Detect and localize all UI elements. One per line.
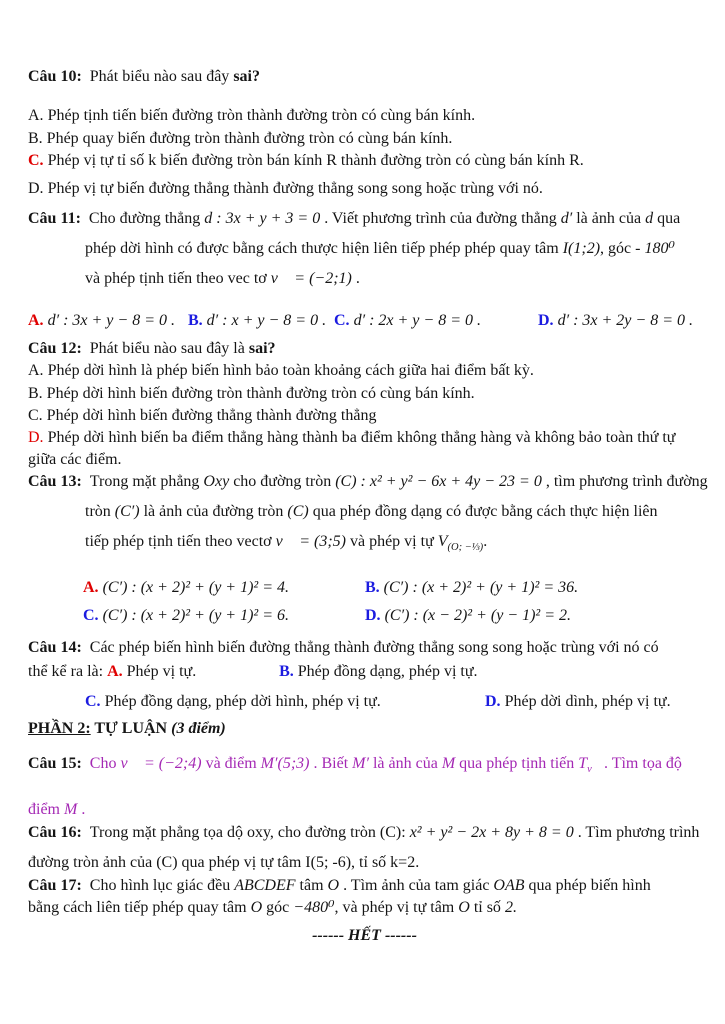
text-segment: .: [351, 270, 360, 287]
translation-symbol: T: [578, 755, 588, 773]
part-2-heading: [28, 718, 701, 740]
math-segment: 180⁰: [644, 240, 675, 257]
math-segment: d′: [560, 210, 573, 227]
part-2-points: (3 điểm): [171, 720, 226, 738]
answer-letter: C.: [85, 693, 101, 711]
text-segment: cho đường tròn: [229, 473, 336, 490]
question-12-option-c: [28, 405, 701, 427]
math-segment: −480⁰: [293, 899, 335, 917]
translation-subscript: v⃗: [587, 764, 600, 776]
text-segment: đường tròn ảnh của (C) qua phép vị tự tâm I(5; -6), tỉ số k=2.: [28, 854, 420, 872]
question-11-answer-d: [538, 310, 693, 332]
question-13: [28, 471, 708, 627]
math-segment: d : 3x + y + 3 = 0: [204, 210, 321, 227]
option-letter: B.: [28, 385, 43, 402]
option-letter: D.: [28, 180, 44, 197]
question-13-label: Câu 13:: [28, 473, 82, 490]
text-segment: và phép vị tự: [345, 533, 438, 550]
question-14-line-2: [28, 661, 701, 683]
question-12-heading: [28, 338, 701, 360]
answer-letter-correct: A.: [83, 579, 99, 597]
question-13-line-2: [28, 501, 701, 523]
question-12-text: Phát biểu nào sau đây là: [89, 340, 249, 357]
question-10-label: Câu 10:: [28, 68, 82, 85]
question-16-label: Câu 16:: [28, 824, 82, 842]
text-segment: . Tìm tọa độ: [600, 755, 682, 773]
question-11-line-3: [28, 268, 701, 290]
option-text: Phép dời hình biến đường thẳng thành đường thẳng: [42, 407, 377, 424]
question-15-label: Câu 15:: [28, 755, 82, 773]
question-14-answer-a: [107, 661, 279, 683]
math-segment: x² + y² − 2x + 8y + 8 = 0: [409, 824, 574, 842]
question-16: [28, 822, 701, 874]
question-12-option-d: [28, 427, 701, 471]
text-segment: góc: [262, 899, 294, 917]
text-segment: , tìm phương trình đường: [541, 473, 708, 490]
question-11-answer-a: [28, 310, 188, 332]
question-14-label: Câu 14:: [28, 639, 82, 657]
text-segment: tỉ số: [469, 899, 505, 917]
question-11-answer-c: [334, 310, 538, 332]
question-14-line-3: [28, 691, 701, 713]
question-15-line-1: [28, 753, 701, 781]
question-12-option-b: [28, 383, 701, 405]
answer-text: Phép vị tự.: [122, 663, 197, 681]
math-segment: 2.: [504, 899, 517, 917]
text-segment: Cho đường thẳng: [88, 210, 205, 227]
text-segment: qua phép tịnh tiến: [455, 755, 579, 773]
answer-formula: d′ : 3x + 2y − 8 = 0 .: [557, 312, 693, 329]
text-segment: Cho hình lục giác đều: [89, 877, 235, 895]
question-11-answer-b: [188, 310, 334, 332]
answer-letter: D.: [485, 693, 501, 711]
answer-formula: d′ : x + y − 8 = 0 .: [206, 312, 327, 329]
option-letter-correct: D.: [28, 429, 44, 446]
text-segment: . Tìm ảnh của tam giác: [339, 877, 494, 895]
question-10-text: Phát biểu nào sau đây: [89, 68, 234, 85]
end-marker: ------ HẾT ------: [312, 927, 417, 945]
math-segment: M′(5;3): [260, 755, 310, 773]
question-11-answers: [28, 310, 701, 332]
question-14-answer-b: [279, 663, 477, 680]
answer-letter-correct: A.: [28, 312, 44, 329]
text-segment: Cho: [89, 755, 121, 773]
question-14-text: Các phép biến hình biến đường thẳng thành đường thẳng song song hoặc trùng với nó có: [89, 639, 659, 657]
text-segment: .: [77, 801, 86, 819]
question-17-line-2: [28, 897, 701, 919]
math-segment: Oxy: [203, 473, 230, 490]
question-13-line-3: [28, 531, 701, 559]
math-segment: O: [458, 899, 470, 917]
text-segment: qua: [653, 210, 681, 227]
question-10-option-b: [28, 128, 701, 150]
option-letter: B.: [28, 130, 43, 147]
text-segment: tròn: [85, 503, 115, 520]
question-10-option-d: [28, 178, 701, 200]
question-14-line-1: [28, 637, 701, 659]
question-11: [28, 208, 701, 332]
text-segment: , góc -: [600, 240, 645, 257]
text-segment: .: [483, 533, 488, 550]
question-16-line-2: [28, 852, 701, 874]
question-12-keyword: sai?: [248, 340, 276, 357]
math-segment: M: [64, 801, 78, 819]
question-12: [28, 338, 701, 471]
answer-text: Phép dời dình, phép vị tự.: [500, 693, 671, 711]
question-14: [28, 637, 701, 713]
text-segment: phép dời hình có được bằng cách thược hiện liên tiếp phép phép quay tâm: [85, 240, 563, 257]
answer-text: Phép đồng dạng, phép dời hình, phép vị tự.: [100, 693, 381, 711]
question-11-label: Câu 11:: [28, 210, 81, 227]
math-segment: (C): [287, 503, 309, 520]
text-segment: điểm: [28, 801, 64, 819]
answer-formula: d′ : 3x + y − 8 = 0 .: [47, 312, 175, 329]
text-segment: Trong mặt phẳng tọa dộ oxy, cho đường tròn (C):: [89, 824, 410, 842]
answer-letter: D.: [365, 607, 381, 625]
text-segment: . Biết: [309, 755, 353, 773]
option-text: Phép dời hình là phép biến hình bảo toàn khoảng cách giữa hai điểm bất kỳ.: [43, 362, 534, 379]
homothety-subscript: (O; −⅓): [447, 542, 484, 554]
part-2-title: TỰ LUẬN: [90, 720, 172, 738]
question-10-keyword: sai?: [233, 68, 260, 85]
question-13-line-1: [28, 471, 708, 493]
text-segment: là ảnh của: [572, 210, 646, 227]
question-11-line-1: [28, 208, 701, 230]
answer-letter: B.: [365, 579, 380, 597]
question-15-body-cont: [28, 801, 85, 818]
math-segment: M: [441, 755, 456, 773]
answer-letter: C.: [83, 607, 99, 625]
option-text: Phép vị tự biến đường thẳng thành đường thẳng song song hoặc trùng với nó.: [43, 180, 543, 197]
question-16-line-1: [28, 822, 701, 844]
text-segment: tiếp phép tịnh tiến theo vectơ: [85, 533, 276, 550]
text-segment: thể kể ra là:: [28, 663, 108, 681]
answer-letter: C.: [334, 312, 350, 329]
question-11-line-2: [28, 238, 701, 260]
question-15-body: [89, 755, 682, 776]
text-segment: là ảnh của: [368, 755, 442, 773]
answer-letter: B.: [279, 663, 294, 681]
answer-formula: d′ : 2x + y − 8 = 0 .: [353, 312, 481, 329]
answer-letter: D.: [538, 312, 554, 329]
part-2-number: PHẦN 2:: [28, 720, 91, 738]
question-10-option-c: [28, 150, 701, 172]
text-segment: , và phép vị tự tâm: [334, 899, 459, 917]
question-13-answer-a: [83, 577, 365, 599]
option-letter-correct: C.: [28, 152, 44, 169]
text-segment: và điểm: [201, 755, 261, 773]
question-17: [28, 875, 701, 919]
homothety-symbol: V: [437, 533, 448, 550]
math-segment: I(1;2): [562, 240, 601, 257]
option-text: Phép vị tự tỉ số k biến đường tròn bán kính R thành đường tròn có cùng bán kính R.: [43, 152, 584, 169]
question-13-answer-d: [365, 605, 701, 627]
question-13-answers: [28, 577, 701, 627]
answer-letter: B.: [188, 312, 203, 329]
question-10-option-a: [28, 105, 701, 127]
option-text: Phép dời hình biến đường tròn thành đường tròn có cùng bán kính.: [42, 385, 475, 402]
text-segment: . Viết phương trình của đường thẳng: [320, 210, 561, 227]
answer-letter-correct: A.: [107, 663, 123, 681]
question-13-answer-c: [83, 605, 365, 627]
question-12-option-a: [28, 360, 701, 382]
math-segment: O: [327, 877, 340, 895]
math-segment: (C) : x² + y² − 6x + 4y − 23 = 0: [335, 473, 542, 490]
text-segment: qua phép đồng dạng có được bằng cách thực hiện liên: [308, 503, 658, 520]
option-text: Phép tịnh tiến biến đường tròn thành đường tròn có cùng bán kính.: [43, 107, 476, 124]
question-10-heading: [28, 66, 701, 88]
text-segment: và phép tịnh tiến theo vec tơ: [85, 270, 271, 287]
answer-formula: (C′) : (x + 2)² + (y + 1)² = 36.: [383, 579, 579, 597]
text-segment: qua phép biến hình: [524, 877, 651, 895]
question-15: [28, 753, 701, 821]
math-segment: M′: [352, 755, 369, 773]
option-letter: C.: [28, 407, 43, 424]
text-segment: là ảnh của đường tròn: [139, 503, 288, 520]
math-segment: ABCDEF: [234, 877, 296, 895]
math-segment: (C′): [114, 503, 140, 520]
option-text: Phép dời hình biến ba điểm thẳng hàng thành ba điểm không thẳng hàng và không bảo toàn thứ tự giữa các điểm.: [28, 429, 676, 468]
question-10: [28, 66, 701, 200]
math-segment: v⃗ = (−2;4): [120, 755, 202, 773]
text-segment: tâm: [295, 877, 328, 895]
answer-formula: (C′) : (x + 2)² + (y + 1)² = 6.: [102, 607, 290, 625]
math-segment: v⃗ = (3;5): [275, 533, 346, 550]
question-14-answer-c: [85, 691, 485, 713]
question-17-label: Câu 17:: [28, 877, 82, 895]
question-14-answer-d: [485, 691, 671, 713]
text-segment: bằng cách liên tiếp phép quay tâm: [28, 899, 251, 917]
question-13-answer-b: [365, 577, 701, 599]
answer-formula: (C′) : (x + 2)² + (y + 1)² = 4.: [102, 579, 290, 597]
math-segment: d: [645, 210, 654, 227]
text-segment: . Tìm phương trình: [573, 824, 700, 842]
option-text: Phép quay biến đường tròn thành đường tròn có cùng bán kính.: [42, 130, 453, 147]
math-segment: O: [250, 899, 263, 917]
question-15-line-2: [28, 799, 701, 821]
question-12-label: Câu 12:: [28, 340, 82, 357]
math-segment: v⃗ = (−2;1): [270, 270, 352, 287]
math-segment: OAB: [493, 877, 525, 895]
question-17-line-1: [28, 875, 701, 897]
option-letter: A.: [28, 362, 44, 379]
option-letter: A.: [28, 107, 44, 124]
answer-text: Phép đồng dạng, phép vị tự.: [293, 663, 478, 681]
answer-formula: (C′) : (x − 2)² + (y − 1)² = 2.: [384, 607, 572, 625]
text-segment: Trong mặt phẳng: [89, 473, 204, 490]
